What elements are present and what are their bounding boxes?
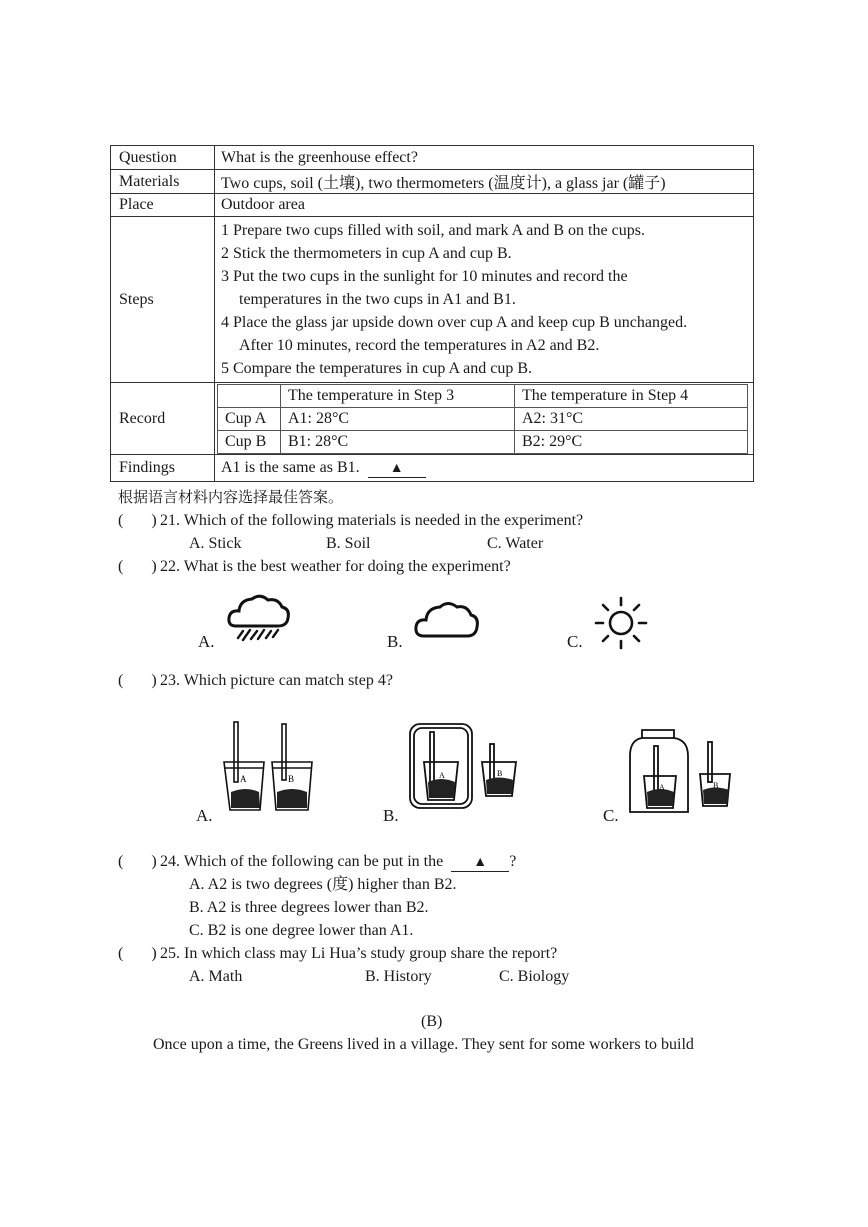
experiment-table [110, 145, 754, 482]
step-line: 5 Compare the temperatures in cup A and cup B. [221, 360, 533, 377]
cup-label: B [713, 781, 719, 790]
question-label: Question [111, 146, 215, 170]
question-25-text: 25. In which class may Li Hua’s study group share the report? [160, 945, 558, 962]
answer-paren-22[interactable]: ( ) [118, 558, 157, 575]
findings-text: A1 is the same as B1. [221, 458, 360, 476]
rain-cloud-icon [226, 592, 292, 644]
steps-label: Steps [111, 217, 215, 383]
instruction: 根据语言材料内容选择最佳答案。 [118, 488, 344, 506]
steps-row [111, 217, 754, 383]
record-header: The temperature in Step 4 [515, 384, 748, 407]
question-24-text: 24. Which of the following can be put in the [160, 853, 444, 870]
answer-paren-24[interactable]: ( ) [118, 853, 157, 870]
question-22 [118, 555, 511, 578]
question-21 [118, 509, 583, 532]
answer-paren-21[interactable]: ( ) [118, 512, 157, 529]
q23-option-a: A. [196, 806, 213, 825]
findings-value [215, 455, 754, 482]
q25-option-c: C. Biology [499, 968, 570, 985]
record-row-a [218, 407, 748, 430]
record-header-row [218, 384, 748, 407]
question-22-text: 22. What is the best weather for doing the experiment? [160, 558, 511, 575]
cup-label: B [497, 769, 503, 778]
q21-option-b: B. Soil [326, 535, 371, 552]
question-24 [118, 850, 516, 873]
cup-label: A [659, 783, 665, 792]
materials-value: Two cups, soil (土壤), two thermometers (温度计), a glass jar (罐子) [215, 170, 754, 194]
question-value: What is the greenhouse effect? [215, 146, 754, 170]
question-23-text: 23. Which picture can match step 4? [160, 672, 393, 689]
q23-option-b: B. [383, 806, 399, 825]
record-corner [218, 384, 281, 407]
place-label: Place [111, 194, 215, 217]
steps-list [215, 217, 754, 383]
cloud-icon [414, 600, 480, 640]
record-cell [215, 383, 754, 455]
step-line: 4 Place the glass jar upside down over cup A and keep cup B unchanged. [221, 314, 688, 331]
q21-option-a: A. Stick [189, 535, 242, 552]
record-value: A1: 28°C [281, 407, 515, 430]
record-value: B1: 28°C [281, 430, 515, 453]
step-line: After 10 minutes, record the temperatures in A2 and B2. [239, 337, 600, 354]
q25-option-a: A. Math [189, 968, 243, 985]
step-line: 2 Stick the thermometers in cup A and cup B. [221, 245, 512, 262]
q24-option-c: C. B2 is one degree lower than A1. [189, 922, 414, 939]
record-row [111, 383, 754, 455]
findings-label: Findings [111, 455, 215, 482]
record-cup: Cup B [218, 430, 281, 453]
cup-label: B [288, 774, 295, 784]
materials-row [111, 170, 754, 194]
record-header: The temperature in Step 3 [281, 384, 515, 407]
step-line: temperatures in the two cups in A1 and B1. [239, 291, 516, 308]
q22-option-c: C. [567, 632, 583, 651]
record-table [217, 384, 748, 454]
findings-row [111, 455, 754, 482]
record-value: A2: 31°C [515, 407, 748, 430]
record-label: Record [111, 383, 215, 455]
answer-paren-23[interactable]: ( ) [118, 672, 157, 689]
q24-option-b: B. A2 is three degrees lower than B2. [189, 899, 429, 916]
record-cup: Cup A [218, 407, 281, 430]
q22-option-a: A. [198, 632, 215, 651]
q25-option-b: B. History [365, 968, 432, 985]
sun-icon [594, 596, 648, 650]
question-21-text: 21. Which of the following materials is needed in the experiment? [160, 512, 584, 529]
q24-option-a: A. A2 is two degrees (度) higher than B2. [189, 876, 457, 893]
question-24-end: ? [509, 853, 517, 870]
record-value: B2: 29°C [515, 430, 748, 453]
question-row [111, 146, 754, 170]
section-b-title: (B) [421, 1013, 443, 1030]
question-25 [118, 942, 557, 965]
materials-label: Materials [111, 170, 215, 194]
cup-label: A [240, 774, 247, 784]
step-line: 3 Put the two cups in the sunlight for 10 minutes and record the [221, 268, 628, 285]
q21-option-c: C. Water [487, 535, 544, 552]
q23-option-c: C. [603, 806, 619, 825]
q22-option-b: B. [387, 632, 403, 651]
question-23 [118, 669, 393, 692]
step-line: 1 Prepare two cups filled with soil, and mark A and B on the cups. [221, 222, 645, 239]
place-row [111, 194, 754, 217]
answer-blank: ▲ [451, 855, 509, 872]
answer-paren-25[interactable]: ( ) [118, 945, 157, 962]
jar-over-cup-a-picture [408, 722, 520, 810]
section-b-first-line: Once upon a time, the Greens lived in a village. They sent for some workers to build [153, 1036, 694, 1053]
jar-picture-c [628, 726, 736, 816]
two-cups-picture [218, 720, 318, 814]
place-value: Outdoor area [215, 194, 754, 217]
record-row-b [218, 430, 748, 453]
cup-label: A [439, 771, 445, 780]
answer-blank: ▲ [368, 461, 426, 478]
